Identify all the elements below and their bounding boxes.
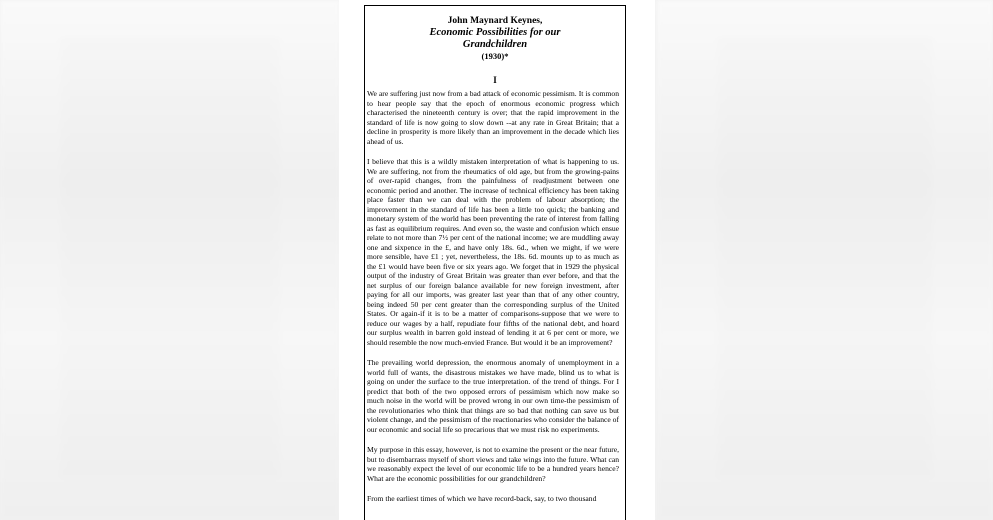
document-page	[339, 0, 655, 520]
paragraph: The prevailing world depression, the enormous anomaly of unemployment in a world full of wants, the disastrous mistakes we have made, blind us to what is going on under the surface to the true interpretation. of the trend of things. For I predict that both of the two opposed errors of pessimism which now make so much noise in the world will be proved wrong in our own time-the pessimism of the revolutionaries who think that things are so bad that nothing can save us but violent change, and the pessimism of the reactionaries who consider the balance of our economic and social life so precarious that we must risk no experiments.	[367, 358, 619, 434]
paragraph: From the earliest times of which we have record-back, say, to two thousand	[367, 494, 597, 503]
blurred-background-left	[0, 0, 340, 520]
document-heading	[365, 16, 625, 61]
paragraph: I believe that this is a wildly mistaken interpretation of what is happening to us. We are suffering, not from the rheumatics of old age, but from the growing-pains of over-rapid changes, from the painfulness of readjustment between one economic period and another. The increase of technical efficiency has been taking place faster than we can deal with the problem of labour absorption; the improvement in the standard of life has been a little too quick; the banking and monetary system of the world has been preventing the rate of interest from falling as fast as equilibrium requires. And even so, the waste and confusion which ensue relate to not more than 7½ per cent of the national income; we are muddling away one and sixpence in the £, and have only 18s. 6d., when we might, if we were more sensible, have £1 ; yet, nevertheless, the 18s. 6d. mounts up to as much as the £1 would have been five or six years ago. We forget that in 1929 the physical output of the industry of Great Britain was greater than ever before, and that the net surplus of our foreign balance available for new foreign investment, after paying for all our imports, was greater last year than that of any other country, being indeed 50 per cent greater than the corresponding surplus of the United States. Or again-if it is to be a matter of comparisons-suppose that we were to reduce our wages by a half, repudiate four fifths of the national debt, and hoard our surplus wealth in barren gold instead of lending it at 6 per cent or more, we should resemble the now much-envied France. But would it be an improvement?	[367, 157, 619, 347]
page-border	[364, 5, 626, 520]
blurred-background-right	[657, 0, 993, 520]
paragraph: We are suffering just now from a bad attack of economic pessimism. It is common to hear people say that the epoch of enormous economic progress which characterised the nineteenth century is over; that the rapid improvement in the standard of life is now going to slow down --at any rate in Great Britain; that a decline in prosperity is more likely than an improvement in the decade which lies ahead of us.	[367, 89, 619, 146]
publication-year: (1930)*	[481, 51, 509, 61]
section-number: I	[493, 75, 497, 85]
title-line-2: Grandchildren	[462, 39, 528, 50]
author-name: John Maynard Keynes,	[447, 16, 543, 26]
title-line-1: Economic Possibilities for our	[429, 27, 561, 38]
paragraph: My purpose in this essay, however, is not to examine the present or the near future, but to disembarrass myself of short views and take wings into the future. What can we reasonably expect the level of our economic life to be a hundred years hence? What are the economic possibilities for our grandchildren?	[367, 445, 619, 483]
document-body	[367, 89, 619, 515]
